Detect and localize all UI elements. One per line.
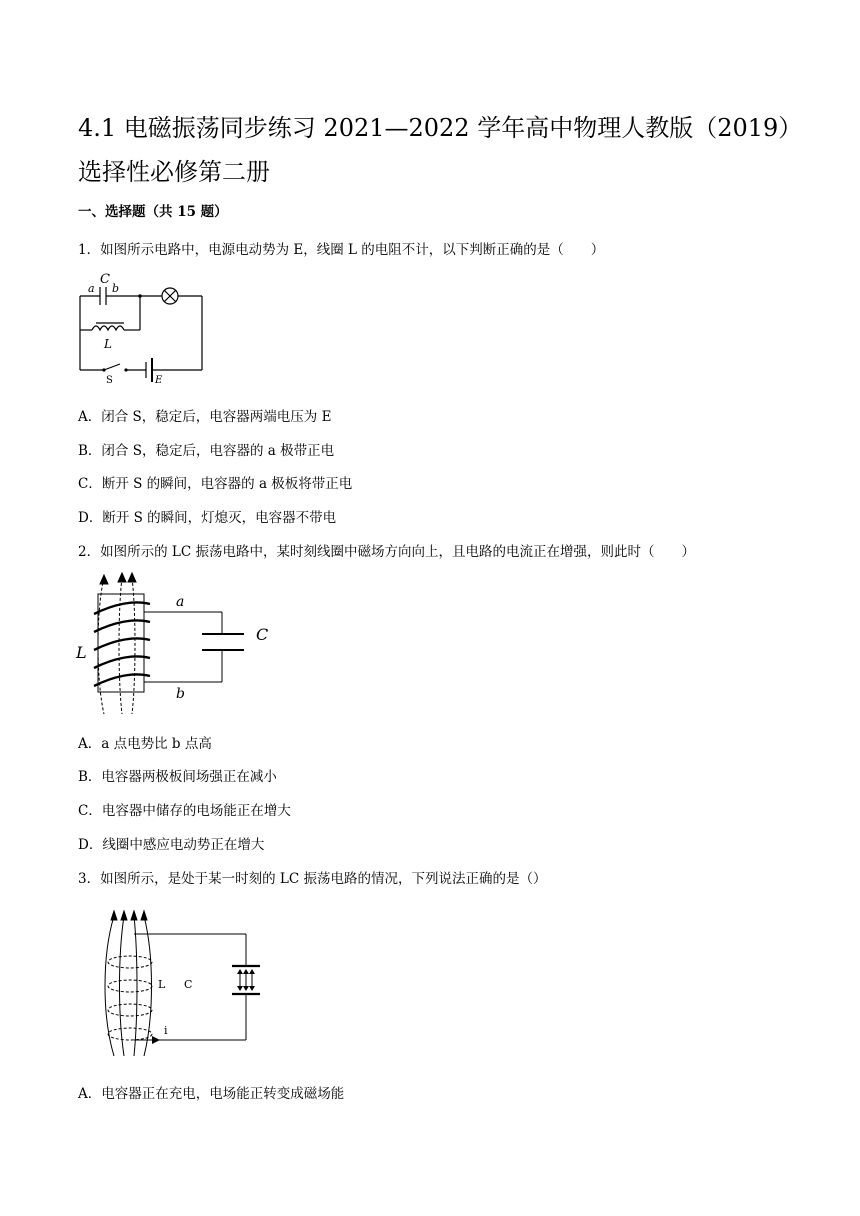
question-1-option-d: D．断开 S 的瞬间，灯熄灭，电容器不带电 [78,510,337,526]
question-2-option-c: C．电容器中储存的电场能正在增大 [78,803,291,819]
question-3-option-a: A．电容器正在充电，电场能正转变成磁场能 [78,1086,345,1102]
question-2-lc-figure [74,570,284,718]
question-1-option-a: A．闭合 S，稳定后，电容器两端电压为 E [78,409,332,425]
label-point-a: a [176,594,185,610]
question-1-stem: 1．如图所示电路中，电源电动势为 E，线圈 L 的电阻不计，以下判断正确的是（ ） [78,242,605,258]
question-1-circuit-figure [74,270,210,388]
question-2-option-b: B．电容器两极板间场强正在减小 [78,769,277,785]
label-switch-S: S [106,375,113,386]
question-1-option-c: C．断开 S 的瞬间，电容器的 a 极板将带正电 [78,476,353,492]
document-title: 4.1 电磁振荡同步练习 2021—2022 学年高中物理人教版（2019）选择性必修第二册 [78,114,791,186]
label-coil-L: L [158,978,166,991]
section-heading: 一、选择题（共 15 题） [78,204,228,220]
label-capacitor-C: C [100,272,110,287]
label-point-b: b [176,686,185,702]
question-3-lc-figure [94,906,278,1064]
question-3-stem: 3．如图所示，是处于某一时刻的 LC 振荡电路的情况，下列说法正确的是（） [78,871,547,887]
label-capacitor-C: C [184,978,193,991]
label-source-E: E [155,375,163,386]
label-current-i: i [164,1024,168,1037]
label-coil-L: L [76,643,87,662]
label-plate-b: b [112,282,120,295]
question-2-option-a: A．a 点电势比 b 点高 [78,736,212,752]
label-inductor-L: L [104,337,112,351]
question-1-option-b: B．闭合 S，稳定后，电容器的 a 极带正电 [78,443,335,459]
question-2-option-d: D．线圈中感应电动势正在增大 [78,837,265,853]
question-2-stem: 2．如图所示的 LC 振荡电路中，某时刻线圈中磁场方向向上，且电路的电流正在增强，则此时（ ） [78,544,695,560]
label-capacitor-C: C [256,625,269,644]
label-plate-a: a [88,282,95,295]
